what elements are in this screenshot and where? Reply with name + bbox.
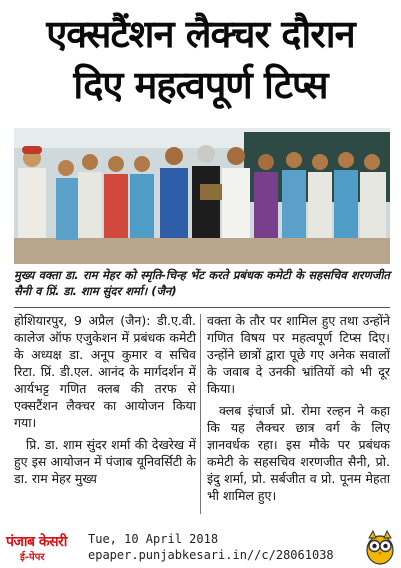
headline-line-2: दिए महत्वपूर्ण टिप्स [73,63,328,107]
article-paragraph: क्लब इंचार्ज प्रो. रोमा रल्हन ने कहा कि यह लैक्चर छात्र वर्ग के लिए ज्ञानवर्धक रहा। इस मौके पर प्रबंधक कमेटी के सहसचिव शरणजीत सैनी, प्रो. इंदु शर्मा, प्रो. सर्बजीत व प्रो. पूनम मेहता भी शामिल हुए। [207,403,390,503]
group-photo-illustration [14,128,390,264]
publication-date: Tue, 10 April 2018 [88,532,219,546]
owl-mascot-icon [364,529,396,565]
column-divider [200,314,201,514]
caption-divider [14,307,390,308]
brand-name: पंजाब केसरी [6,534,67,550]
article-column-left [14,312,196,492]
epaper-url[interactable]: epaper.punjabkesari.in//c/28061038 [88,548,334,562]
article-column-right [207,312,390,509]
brand-logo [6,532,80,562]
article-paragraph: प्रि. डा. शाम सुंदर शर्मा की देखरेख में हुए इस आयोजन में पंजाब यूनिवर्सिटी के डा. राम मेहर मुख्य [14,437,196,486]
photo-caption: मुख्य वक्ता डा. राम मेहर को स्मृति-चिन्ह भेंट करते प्रबंधक कमेटी के सहसचिव शरणजीत सैनी व प्रिं. डा. शाम सुंदर शर्मा। (जैन) [14,268,390,298]
headline-line-1: एक्सटैंशन लैक्चर दौरान [46,12,355,56]
epaper-footer [0,528,401,568]
article-paragraph: वक्ता के तौर पर शामिल हुए तथा उन्होंने गणित विषय पर महत्वपूर्ण टिप्स दिए। उन्होंने छात्रों द्वारा पूछे गए अनेक सवालों के जवाब दे उनकी भ्रांतियों को भी दूर किया। [207,313,390,396]
brand-subtitle: ई-पेपर [20,552,45,563]
news-photo [14,128,390,264]
article-paragraph: होशियारपुर, 9 अप्रैल (जैन): डी.ए.वी. कालेज ऑफ एजुकेशन में प्रबंधक कमेटी के अध्यक्ष डा. अनूप कुमार व सचिव रिटा. प्रिं. डी.एल. आनंद के मार्गदर्शन में आर्यभट्ट गणित क्लब की तरफ से एक्सटैंशन लैक्चर का आयोजन किया गया। [14,313,196,430]
